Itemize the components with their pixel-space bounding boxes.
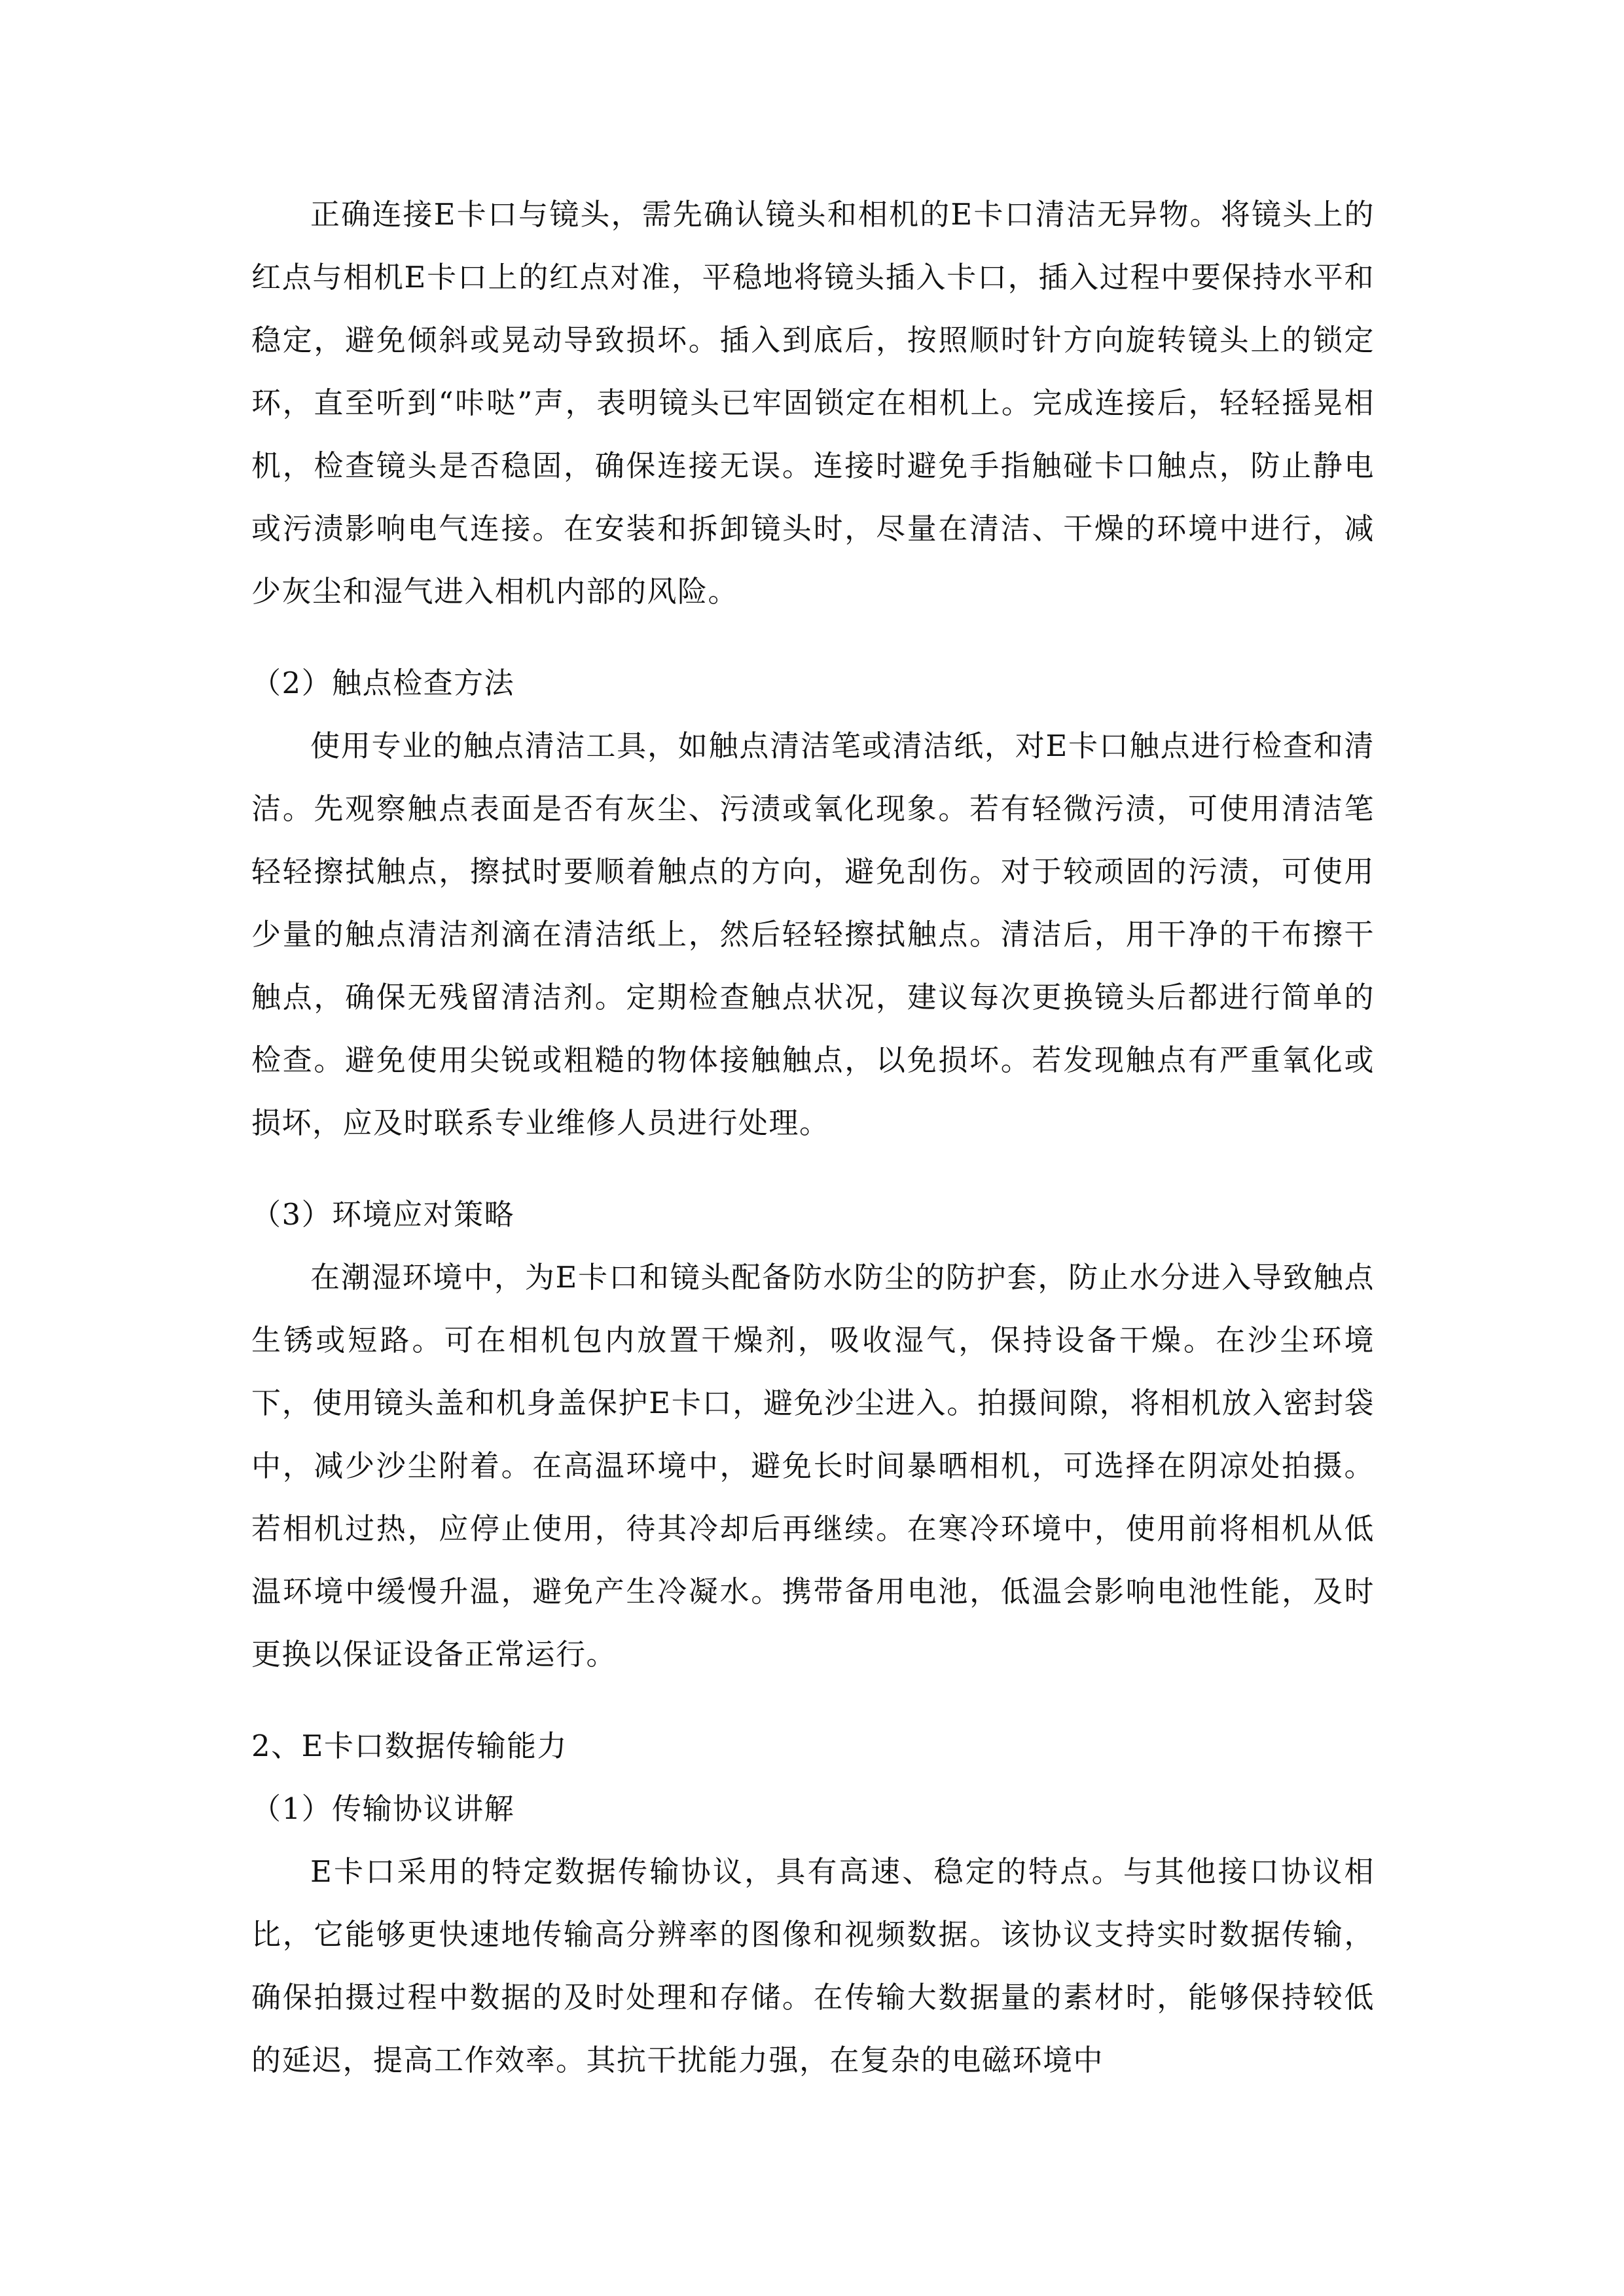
heading-transfer-protocol: （1）传输协议讲解 bbox=[251, 1791, 515, 1826]
paragraph-lens-mounting: 正确连接E卡口与镜头，需先确认镜头和相机的E卡口清洁无异物。将镜头上的红点与相机E卡口上的红点对准，平稳地将镜头插入卡口，插入过程中要保持水平和稳定，避免倾斜或晃动导致损坏。插入到底后，按照顺时针方向旋转镜头上的锁定环，直至听到“咔哒”声，表明镜头已牢固锁定在相机上。完成连接后，轻轻摇晃相机，检查镜头是否稳固，确保连接无误。连接时避免手指触碰卡口触点，防止静电或污渍影响电气连接。在安装和拆卸镜头时，尽量在清洁、干燥的环境中进行，减少灰尘和湿气进入相机内部的风险。 bbox=[251, 197, 1375, 609]
paragraph-contact-inspection: 使用专业的触点清洁工具，如触点清洁笔或清洁纸，对E卡口触点进行检查和清洁。先观察触点表面是否有灰尘、污渍或氧化现象。若有轻微污渍，可使用清洁笔轻轻擦拭触点，擦拭时要顺着触点的方向，避免刮伤。对于较顽固的污渍，可使用少量的触点清洁剂滴在清洁纸上，然后轻轻擦拭触点。清洁后，用干净的干布擦干触点，确保无残留清洁剂。定期检查触点状况，建议每次更换镜头后都进行简单的检查。避免使用尖锐或粗糙的物体接触触点，以免损坏。若发现触点有严重氧化或损坏，应及时联系专业维修人员进行处理。 bbox=[251, 728, 1375, 1140]
document-body bbox=[251, 183, 1375, 2092]
heading-contact-inspection: （2）触点检查方法 bbox=[251, 666, 515, 700]
spacer bbox=[251, 623, 1375, 652]
spacer bbox=[251, 1155, 1375, 1183]
section-title-data-transfer: 2、E卡口数据传输能力 bbox=[251, 1729, 568, 1763]
paragraph-environment-strategy: 在潮湿环境中，为E卡口和镜头配备防水防尘的防护套，防止水分进入导致触点生锈或短路。可在相机包内放置干燥剂，吸收湿气，保持设备干燥。在沙尘环境下，使用镜头盖和机身盖保护E卡口，避免沙尘进入。拍摄间隙，将相机放入密封袋中，减少沙尘附着。在高温环境中，避免长时间暴晒相机，可选择在阴凉处拍摄。若相机过热，应停止使用，待其冷却后再继续。在寒冷环境中，使用前将相机从低温环境中缓慢升温，避免产生冷凝水。携带备用电池，低温会影响电池性能，及时更换以保证设备正常运行。 bbox=[251, 1260, 1375, 1672]
heading-environment-strategy: （3）环境应对策略 bbox=[251, 1197, 515, 1232]
spacer bbox=[251, 1686, 1375, 1715]
paragraph-transfer-protocol: E卡口采用的特定数据传输协议，具有高速、稳定的特点。与其他接口协议相比，它能够更快速地传输高分辨率的图像和视频数据。该协议支持实时数据传输，确保拍摄过程中数据的及时处理和存储。在传输大数据量的素材时，能够保持较低的延迟，提高工作效率。其抗干扰能力强，在复杂的电磁环境中 bbox=[251, 1854, 1375, 2077]
